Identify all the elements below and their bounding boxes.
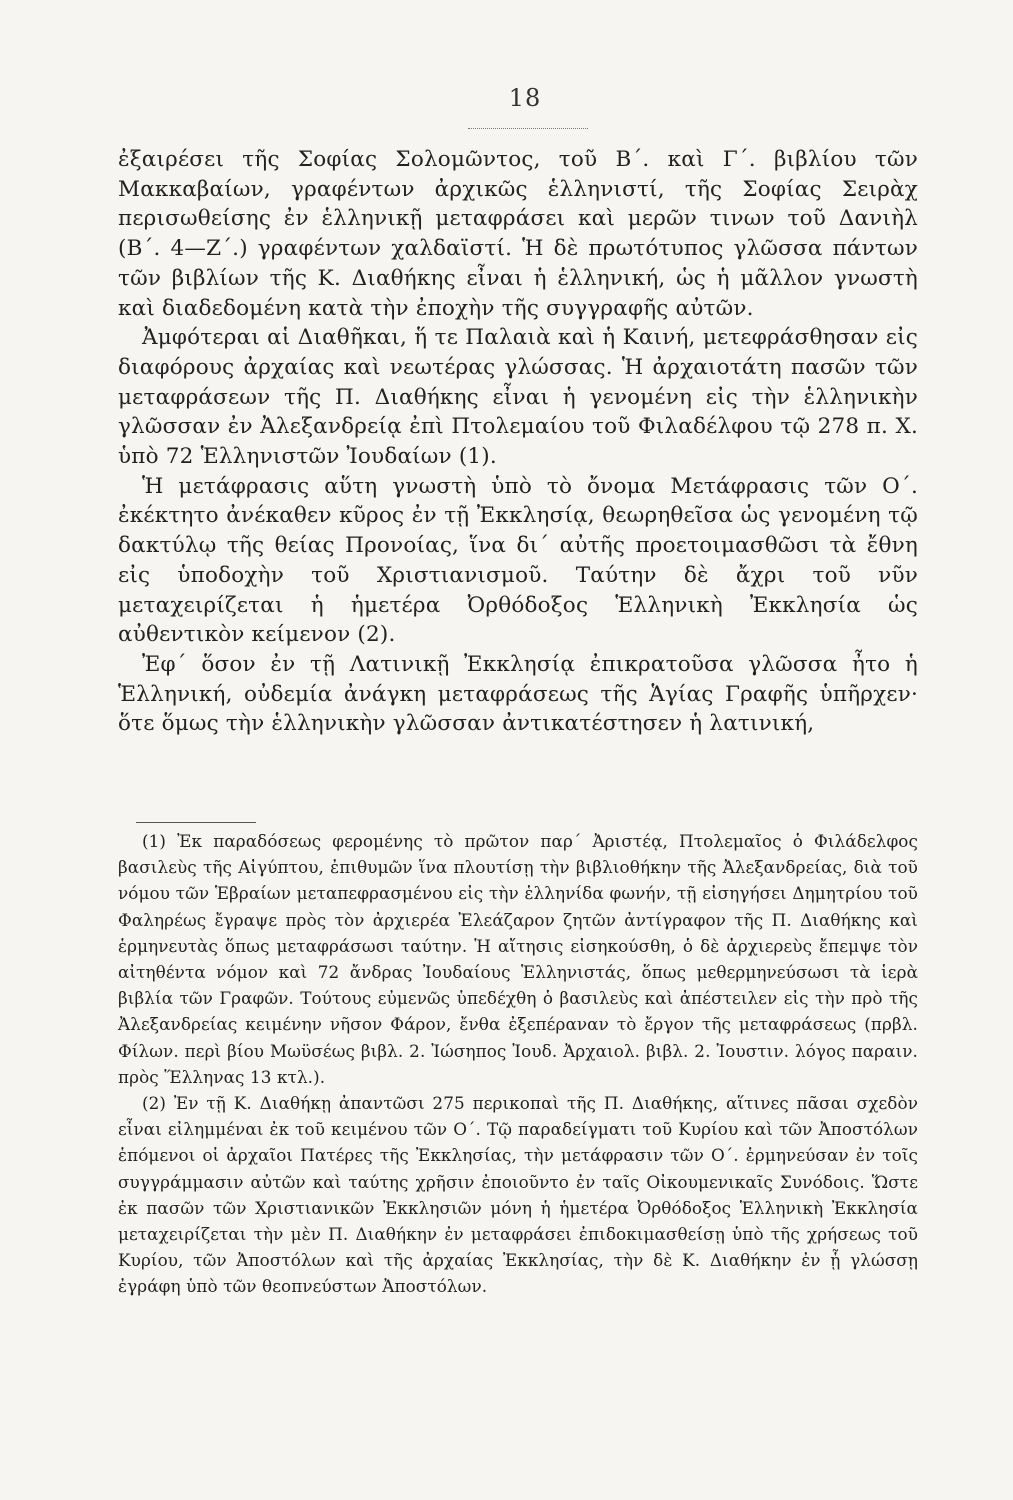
paragraph-2: Ἀμφότεραι αἱ Διαθῆκαι, ἥ τε Παλαιὰ καὶ ἡ Καινή, μετεφράσθησαν εἰς διαφόρους ἀρχαίας καὶ νεωτέρας γλώσσας. Ἡ ἀρχαιοτάτη πασῶν τῶν μεταφράσεων τῆς Π. Διαθήκης εἶναι ἡ γενομένη εἰς τὴν ἑλληνικὴν γλῶσσαν ἐν Ἀλεξανδρείᾳ ἐπὶ Πτολεμαίου τοῦ Φιλαδέλφου τῷ 278 π. Χ. ὑπὸ 72 Ἑλληνιστῶν Ἰουδαίων (1).: [118, 325, 918, 470]
paragraph-4: Ἐφ΄ ὅσον ἐν τῇ Λατινικῇ Ἐκκλησίᾳ ἐπικρατοῦσα γλῶσσα ἦτο ἡ Ἑλληνική, οὐδεμία ἀνάγκη μεταφράσεως τῆς Ἁγίας Γραφῆς ὑπῆρχεν· ὅτε ὅμως τὴν ἑλληνικὴν γλῶσσαν ἀντικατέστησεν ἡ λατινική,: [118, 651, 918, 737]
page-number-divider: [468, 128, 588, 129]
main-text: [118, 145, 918, 739]
paragraph-1: ἐξαιρέσει τῆς Σοφίας Σολομῶντος, τοῦ Β΄. καὶ Γ΄. βιβλίου τῶν Μακκαβαίων, γραφέντων ἀρχικῶς ἑλληνιστί, τῆς Σοφίας Σειρὰχ περισωθείσης ἐν ἑλληνικῇ μεταφράσει καὶ μερῶν τινων τοῦ Δανιὴλ (Β΄. 4—Ζ΄.) γραφέντων χαλδαϊστί. Ἡ δὲ πρωτότυπος γλῶσσα πάντων τῶν βιβλίων τῆς Κ. Διαθήκης εἶναι ἡ ἑλληνική, ὡς ἡ μᾶλλον γνωστὴ καὶ διαδεδομένη κατὰ τὴν ἐποχὴν τῆς συγγραφῆς αὐτῶν.: [118, 147, 918, 321]
paragraph-3: Ἡ μετάφρασις αὕτη γνωστὴ ὑπὸ τὸ ὄνομα Μετάφρασις τῶν Ο΄. ἐκέκτητο ἀνέκαθεν κῦρος ἐν τῇ Ἐκκλησίᾳ, θεωρηθεῖσα ὡς γενομένη τῷ δακτύλῳ τῆς θείας Προνοίας, ἵνα δι΄ αὐτῆς προετοιμασθῶσι τὰ ἔθνη εἰς ὑποδοχὴν τοῦ Χριστιανισμοῦ. Ταύτην δὲ ἄχρι τοῦ νῦν μεταχειρίζεται ἡ ἡμετέρα Ὀρθόδοξος Ἑλληνικὴ Ἐκκλησία ὡς αὐθεντικὸν κείμενον (2).: [118, 473, 918, 648]
footnote-1: (1) Ἐκ παραδόσεως φερομένης τὸ πρῶτον παρ΄ Ἀριστέᾳ, Πτολεμαῖος ὁ Φιλάδελφος βασιλεὺς τῆς Αἰγύπτου, ἐπιθυμῶν ἵνα πλουτίσῃ τὴν βιβλιοθήκην τῆς Ἀλεξανδρείας, διὰ τοῦ νόμου τῶν Ἑβραίων μεταπεφρασμένου εἰς τὴν ἑλληνίδα φωνήν, τῇ εἰσηγήσει Δημητρίου τοῦ Φαληρέως ἔγραψε πρὸς τὸν ἀρχιερέα Ἐλεάζαρον ζητῶν ἀντίγραφον τῆς Π. Διαθήκης καὶ ἑρμηνευτὰς ὅπως μεταφράσωσι ταύτην. Ἡ αἴτησις εἰσηκούσθη, ὁ δὲ ἀρχιερεὺς ἔπεμψε τὸν αἰτηθέντα νόμον καὶ 72 ἄνδρας Ἰουδαίους Ἑλληνιστάς, ὅπως μεθερμηνεύσωσι τὰ ἱερὰ βιβλία τῶν Γραφῶν. Τούτους εὐμενῶς ὑπεδέχθη ὁ βασιλεὺς καὶ ἀπέστειλεν εἰς τὴν πρὸ τῆς Ἀλεξανδρείας κειμένην νῆσον Φάρον, ἔνθα ἐξεπέραναν τὸ ἔργον τῆς μεταφράσεως (πρβλ. Φίλων. περὶ βίου Μωϋσέως βιβλ. 2. Ἰώσηπος Ἰουδ. Ἀρχαιολ. βιβλ. 2. Ἰουστιν. λόγος παραιν. πρὸς Ἕλληνας 13 κτλ.).: [118, 831, 918, 1087]
footnote-2: (2) Ἐν τῇ Κ. Διαθήκῃ ἀπαντῶσι 275 περικοπαὶ τῆς Π. Διαθήκης, αἵτινες πᾶσαι σχεδὸν εἶναι εἰλημμέναι ἐκ τοῦ κειμένου τῶν Ο΄. Τῷ παραδείγματι τοῦ Κυρίου καὶ τῶν Ἀποστόλων ἑπόμενοι οἱ ἀρχαῖοι Πατέρες τῆς Ἐκκλησίας, τὴν μετάφρασιν τῶν Ο΄. ἑρμηνεύσαν ἐν τοῖς συγγράμμασιν αὐτῶν καὶ ταύτης χρῆσιν ἐποιοῦντο ἐν ταῖς Οἰκουμενικαῖς Συνόδοις. Ὥστε ἐκ πασῶν τῶν Χριστιανικῶν Ἐκκλησιῶν μόνη ἡ ἡμετέρα Ὀρθόδοξος Ἑλληνικὴ Ἐκκλησία μεταχειρίζεται τὴν μὲν Π. Διαθήκην ἐν μεταφράσει ἐπιδοκιμασθείσῃ ὑπὸ τῆς χρήσεως τοῦ Κυρίου, τῶν Ἀποστόλων καὶ τῆς ἀρχαίας Ἐκκλησίας, τὴν δὲ Κ. Διαθήκην ἐν ᾗ γλώσσῃ ἐγράφη ὑπὸ τῶν θεοπνεύστων Ἀποστόλων.: [118, 1093, 918, 1297]
footnote-divider: [136, 822, 256, 823]
page-number: 18: [508, 84, 542, 112]
footnotes: [118, 828, 918, 1300]
